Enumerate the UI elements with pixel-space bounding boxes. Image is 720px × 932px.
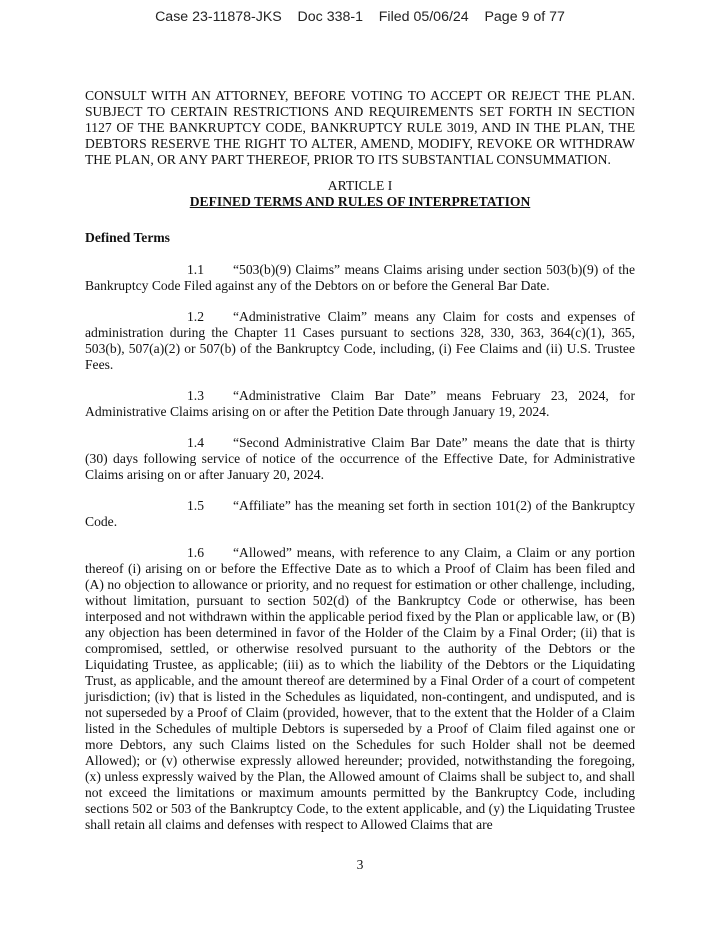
intro-caps-paragraph: CONSULT WITH AN ATTORNEY, BEFORE VOTING TO ACCEPT OR REJECT THE PLAN. SUBJECT TO CERTAIN RESTRICTIONS AND REQUIREMENTS SET FORTH IN SECTION 1127 OF THE BANKRUPTCY CODE, BANKRUPTCY RULE 3019, AND IN THE PLAN, THE DEBTORS RESERVE THE RIGHT TO ALTER, AMEND, MODIFY, REVOKE OR WITHDRAW THE PLAN, OR ANY PART THEREOF, PRIOR TO ITS SUBSTANTIAL CONSUMMATION. [85, 88, 635, 167]
definition-number: 1.3 [187, 388, 204, 403]
definition-number: 1.1 [187, 262, 204, 277]
definition-paragraph [85, 435, 635, 483]
page-body [85, 88, 635, 848]
article-title: DEFINED TERMS AND RULES OF INTERPRETATION [189, 194, 531, 209]
definition-number: 1.2 [187, 309, 204, 324]
definition-number: 1.4 [187, 435, 204, 450]
definition-text: “503(b)(9) Claims” means Claims arising under section 503(b)(9) of the Bankruptcy Code Filed against any of the Debtors on or before the General Bar Date. [85, 262, 635, 293]
definition-paragraph [85, 309, 635, 373]
definition-text: “Allowed” means, with reference to any Claim, a Claim or any portion thereof (i) arising on or before the Effective Date as to which a Proof of Claim has been filed and (A) no objection to allowance or priority, and no request for estimation or other challenge, including, without limitation, pursuant to section 502(d) of the Bankruptcy Code or otherwise, has been interposed and not withdrawn within the applicable period fixed by the Plan or applicable law, or (B) any objection has been determined in favor of the Holder of the Claim by a Final Order; (ii) that is compromised, settled, or otherwise resolved pursuant to the authority of the Debtors or the Liquidating Trustee, as applicable; (iii) as to which the liability of the Debtors or the Liquidating Trust, as applicable, and the amount thereof are determined by a Final Order of a court of competent jurisdiction; (iv) that is listed in the Schedules as liquidated, non-contingent, and undisputed, and is not superseded by a Proof of Claim (provided, however, that to the extent that the Holder of a Claim listed in the Schedules of multiple Debtors is superseded by a Proof of Claim filed against one or more Debtors, any such Claims listed on the Schedules for such Holder shall not be deemed Allowed); or (v) otherwise expressly allowed hereunder; provided, notwithstanding the foregoing, (x) unless expressly waived by the Plan, the Allowed amount of Claims shall be subject to, and shall not exceed the limitations or maximum amounts permitted by the Bankruptcy Code, including sections 502 or 503 of the Bankruptcy Code, to the extent applicable, and (y) the Liquidating Trustee shall retain all claims and defenses with respect to Allowed Claims that are [85, 545, 635, 832]
definition-text: “Affiliate” has the meaning set forth in section 101(2) of the Bankruptcy Code. [85, 498, 635, 529]
definition-paragraph [85, 545, 635, 833]
article-heading [85, 178, 635, 210]
definition-text: “Second Administrative Claim Bar Date” means the date that is thirty (30) days following service of notice of the occurrence of the Effective Date, for Administrative Claims arising on or after January 20, 2024. [85, 435, 635, 482]
definition-number: 1.6 [187, 545, 204, 560]
definition-paragraph [85, 498, 635, 530]
definition-text: “Administrative Claim Bar Date” means February 23, 2024, for Administrative Claims arising on or after the Petition Date through January 19, 2024. [85, 388, 635, 419]
definition-number: 1.5 [187, 498, 204, 513]
section-heading: Defined Terms [85, 230, 170, 245]
definition-paragraph [85, 262, 635, 294]
definition-paragraph [85, 388, 635, 420]
article-number: ARTICLE I [327, 178, 393, 193]
court-filing-header: Case 23-11878-JKS Doc 338-1 Filed 05/06/24 Page 9 of 77 [155, 9, 565, 25]
page-number: 3 [356, 857, 364, 872]
definition-text: “Administrative Claim” means any Claim for costs and expenses of administration during the Chapter 11 Cases pursuant to sections 328, 330, 363, 364(c)(1), 365, 503(b), 507(a)(2) or 507(b) of the Bankruptcy Code, including, (i) Fee Claims and (ii) U.S. Trustee Fees. [85, 309, 635, 372]
